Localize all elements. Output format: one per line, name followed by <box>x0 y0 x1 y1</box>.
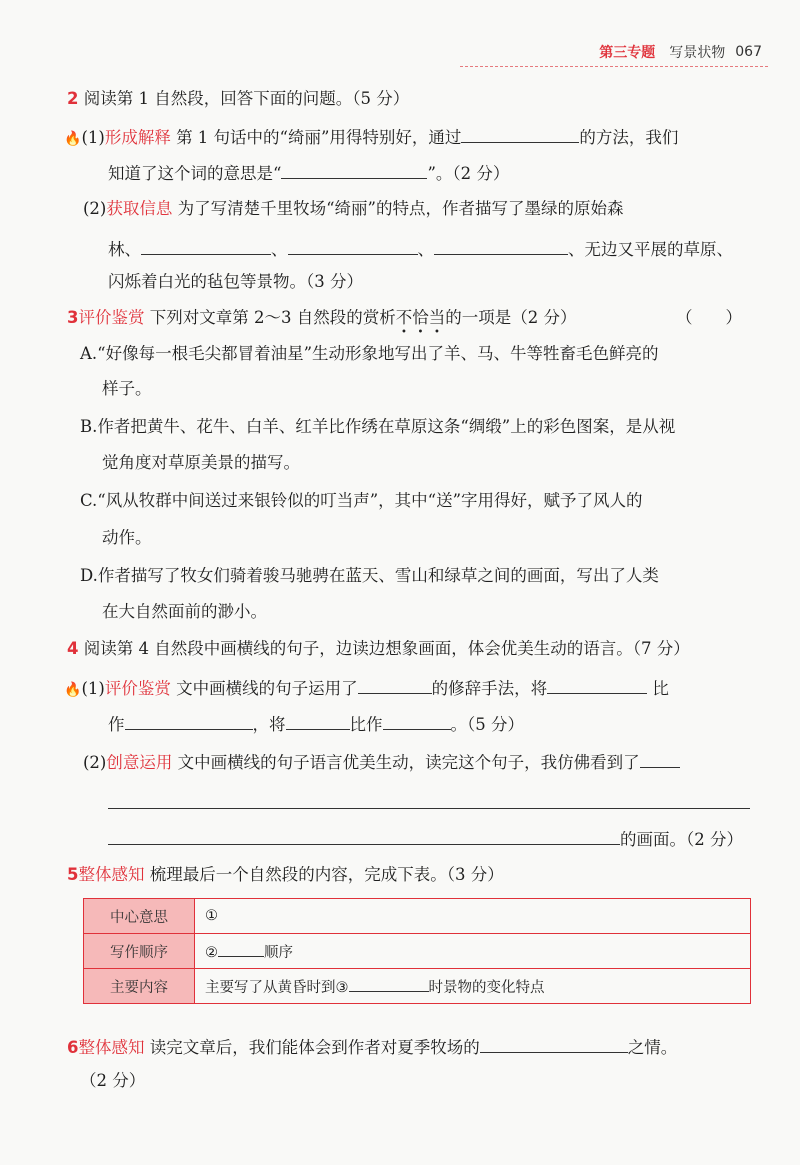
table-row <box>84 934 751 969</box>
q3-option-a-line2: 样子。 <box>102 379 152 398</box>
q2-p2-sep1: 、 <box>271 240 288 259</box>
q2-p2-blank1[interactable] <box>141 236 271 255</box>
q4-part1-line2 <box>108 711 524 736</box>
header-topic: 第三专题 <box>599 45 656 61</box>
q4-p2-text1: 文中画横线的句子语言优美生动，读完这个句子，我仿佛看到了 <box>177 753 640 772</box>
table-answer-cell[interactable] <box>195 969 751 1004</box>
cell-text: ② <box>205 944 218 961</box>
q6-score: （2 分） <box>80 1071 146 1090</box>
q2-p2-text1: 为了写清楚千里牧场“绮丽”的特点，作者描写了墨绿的原始森 <box>177 199 624 218</box>
q4-p1-blank1[interactable] <box>358 675 432 694</box>
cell-text: 时景物的变化特点 <box>428 979 545 996</box>
q3-option-d-line2: 在大自然面前的渺小。 <box>102 602 267 621</box>
q6-blank[interactable] <box>480 1034 628 1053</box>
q4-part2-line3 <box>108 826 743 851</box>
page-header <box>599 42 762 62</box>
table-blank[interactable] <box>349 977 429 992</box>
q4-text: 阅读第 4 自然段中画横线的句子，边读边想象画面，体会优美生动的语言。（7 分） <box>83 639 690 658</box>
q4-p1-text5: ，将 <box>252 715 286 734</box>
table-header-cell: 中心意思 <box>84 899 195 934</box>
q4-p1-text4: 作 <box>108 715 125 734</box>
q4-p1-text2: 的修辞手法，将 <box>431 679 548 698</box>
q2-text: 阅读第 1 自然段，回答下面的问题。（5 分） <box>83 89 410 108</box>
table-answer-cell[interactable] <box>195 934 751 969</box>
q2-part1-line1 <box>64 124 678 150</box>
q4-p1-blank2[interactable] <box>547 675 647 694</box>
q2-part2-line2 <box>108 236 733 261</box>
q3-number: 3 <box>67 308 79 327</box>
q4-p2-prefix: (2) <box>83 753 107 772</box>
q4-answer-rule-1[interactable] <box>108 808 750 809</box>
q6-text1: 读完文章后，我们能体会到作者对夏季牧场的 <box>149 1038 480 1057</box>
q3-emphasis-2: 恰 <box>412 308 429 327</box>
q3-stem <box>67 307 576 329</box>
q4-p2-blank1[interactable] <box>640 749 680 768</box>
q4-p2-blank2[interactable] <box>108 826 620 845</box>
q2-p2-tag: 获取信息 <box>106 199 173 218</box>
table-row <box>84 899 751 934</box>
q4-p1-text1: 文中画横线的句子运用了 <box>176 679 358 698</box>
q3-option-a-line1: A.“好像每一根毛尖都冒着油星”生动形象地写出了羊、马、牛等牲畜毛色鲜亮的 <box>80 344 659 363</box>
q2-part1-line2 <box>108 160 509 185</box>
q3-tag: 评价鉴赏 <box>78 308 145 327</box>
q2-p1-blank2[interactable] <box>281 160 427 179</box>
table-blank[interactable] <box>218 942 264 957</box>
q2-p1-text3: 知道了这个词的意思是“ <box>108 164 282 183</box>
q6-tag: 整体感知 <box>78 1038 145 1057</box>
q3-option-c-line2: 动作。 <box>102 528 152 547</box>
summary-table <box>83 898 751 1004</box>
q2-stem <box>67 88 409 110</box>
q2-p2-text4: 闪烁着白光的毡包等景物。（3 分） <box>108 272 363 291</box>
q3-stem-a: 下列对文章第 2～3 自然段的赏析 <box>149 308 396 327</box>
header-divider <box>460 66 768 67</box>
table-header-cell: 写作顺序 <box>84 934 195 969</box>
q3-emphasis-3: 当 <box>428 308 446 327</box>
cell-text: 主要写了从黄昏时到③ <box>205 979 349 996</box>
q3-answer-paren[interactable]: （ ） <box>676 308 742 327</box>
q2-p1-blank1[interactable] <box>461 124 579 143</box>
q5-number: 5 <box>67 865 79 884</box>
q4-number: 4 <box>67 639 79 658</box>
q4-part1-line1 <box>64 675 669 701</box>
table-answer-cell[interactable] <box>195 899 751 934</box>
q3-stem-b: 的一项是（2 分） <box>445 308 577 327</box>
q5-tag: 整体感知 <box>78 865 145 884</box>
q4-p1-blank3[interactable] <box>125 711 253 730</box>
page-number: 067 <box>735 44 762 60</box>
q4-p1-tag: 评价鉴赏 <box>104 679 171 698</box>
q5-stem <box>67 864 504 886</box>
q2-part2-line1 <box>83 198 624 220</box>
q2-p1-text2: 的方法，我们 <box>579 128 679 147</box>
q3-option-b-line1: B.作者把黄牛、花牛、白羊、红羊比作绣在草原这条“绸缎”上的彩色图案，是从视 <box>80 417 676 436</box>
q4-p2-text2: 的画面。（2 分） <box>620 830 743 849</box>
cell-text: ① <box>205 908 218 924</box>
q2-p1-text1: 第 1 句话中的“绮丽”用得特别好，通过 <box>176 128 462 147</box>
q4-p1-prefix: (1) <box>81 679 105 698</box>
flame-icon: 🔥 <box>64 131 82 147</box>
q2-number: 2 <box>67 89 79 108</box>
q2-p2-text3: 、无边又平展的草原、 <box>568 240 733 259</box>
q2-p1-tag: 形成解释 <box>104 128 171 147</box>
q2-p1-prefix: (1) <box>81 128 105 147</box>
q3-option-d-line1: D.作者描写了牧女们骑着骏马驰骋在蓝天、雪山和绿草之间的画面，写出了人类 <box>80 566 659 585</box>
q3-option-c-line1: C.“风从牧群中间送过来银铃似的叮当声”，其中“送”字用得好，赋予了风人的 <box>80 491 643 510</box>
q4-p1-blank5[interactable] <box>383 711 451 730</box>
q4-part2-line1 <box>83 749 680 774</box>
q4-stem <box>67 638 690 660</box>
q6-number: 6 <box>67 1038 79 1057</box>
q4-p1-text7: 。（5 分） <box>450 715 524 734</box>
q2-p2-blank2[interactable] <box>288 236 418 255</box>
header-subtitle: 写景状物 <box>669 45 726 61</box>
q3-option-b-line2: 觉角度对草原美景的描写。 <box>102 453 300 472</box>
table-header-cell: 主要内容 <box>84 969 195 1004</box>
q6-text2: 之情。 <box>627 1038 678 1057</box>
q2-part2-line3 <box>108 271 363 293</box>
q2-p1-text4: ”。（2 分） <box>427 164 510 183</box>
q5-text: 梳理最后一个自然段的内容，完成下表。（3 分） <box>149 865 504 884</box>
q4-p2-tag: 创意运用 <box>106 753 173 772</box>
q4-p1-blank4[interactable] <box>286 711 350 730</box>
q6-stem <box>67 1034 677 1059</box>
table-row <box>84 969 751 1004</box>
cell-text: 顺序 <box>264 944 293 961</box>
flame-icon: 🔥 <box>64 682 82 698</box>
q4-p1-text6: 比作 <box>349 715 383 734</box>
q4-p1-text3: 比 <box>652 679 669 698</box>
q2-p2-blank3[interactable] <box>434 236 568 255</box>
q2-p2-sep2: 、 <box>417 240 434 259</box>
q3-emphasis-1: 不 <box>395 308 413 327</box>
q2-p2-prefix: (2) <box>83 199 107 218</box>
q2-p2-text2: 林、 <box>108 240 141 259</box>
